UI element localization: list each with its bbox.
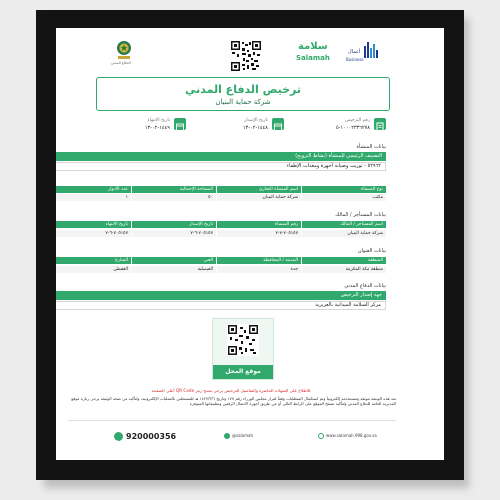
location-card[interactable] [212, 318, 274, 380]
calendar-icon [272, 118, 284, 130]
meta-license-number [296, 116, 386, 138]
meta-label: تاريخ الإصدار [244, 118, 268, 123]
qr-notice: للاطلاع على الشهادة الحاضرة والتفاصيل الترخيص يرجى مسح رمز QR Code أعلى الصفحة [151, 388, 311, 393]
header-qr-code[interactable] [230, 40, 262, 72]
table-cell: جدة [216, 266, 301, 273]
meta-label: رقم الترخيص [345, 118, 370, 123]
phone-icon [114, 432, 123, 441]
meta-value: ١٠٠٠٢٣٣٦٢٧٨-٥ [335, 125, 370, 131]
facility-section-title: بيانات المنشأة [356, 144, 386, 150]
table-cell: مكتب [301, 194, 386, 201]
emblem-caption: الدفاع المدني [111, 61, 131, 65]
footer-social[interactable]: @salamah [232, 433, 253, 438]
address-table-row [56, 266, 386, 273]
table-cell: ٧٠٥١٥٧-٦-٧ [56, 230, 131, 237]
owner-section-title: بيانات المستأجر / المالك [335, 212, 386, 218]
social-icon [224, 433, 230, 439]
legal-notice: تعد هذه الوثيقة موثقة ومستخدمة إلكترونياً وتم استكمال المتطلبات وفقاً لقرار مجلس الوزراء رقم ١٧٧ وتاريخ ١٤٢٧/٣/٦ هـ للمشتغلين بالعمليات الإلكترونية، ولتأكيد من صحة الوثيقة يرجى زيارة موقع المديرية العامة للدفاع المدني ولتأكيد تصفح الموقع على الرابط التالي أو عن طريق أجهزة الاتصال الرقمي وتطبيقاتها المتوفرة [71, 396, 396, 407]
business-label-ar: أعمال [348, 49, 361, 55]
civil-defense-emblem [114, 39, 134, 61]
footer-url[interactable]: www.salamah.998.gov.sa [326, 433, 377, 438]
table-cell: ١ [56, 194, 131, 201]
table-header-cell: رقم المنشأة [216, 221, 301, 228]
meta-value: ١٤٤٨-٠٢-١٣ [242, 125, 268, 131]
facility-table-header [56, 186, 386, 193]
table-header-cell: المنطقة [301, 257, 386, 264]
civil-defense-section-title: بيانات الدفاع المدني [344, 283, 386, 289]
table-cell: شركة حماية البنيان [301, 230, 386, 237]
business-logo-icon [364, 40, 378, 60]
table-header-cell: اسم المستأجر / المالك [301, 221, 386, 228]
facility-category-bar: التصنيف الرئيسي للمنشأة (نشاط الترويج) [56, 152, 386, 161]
table-cell: القفطي [56, 266, 131, 273]
meta-value: ١٤٤٩-٠٢-١٣ [144, 125, 170, 131]
footer-phone[interactable]: 920000356 [126, 432, 177, 441]
facility-table-row [56, 194, 386, 201]
meta-expiry-date [106, 116, 186, 138]
table-header-cell: الشارع [56, 257, 131, 264]
owner-table-row [56, 230, 386, 237]
document-icon [374, 118, 386, 130]
footer-divider [68, 420, 396, 421]
facility-category-value: ٥٢٩٦٢ - توريب وصيانة أجهزة ومعدات الإطفاء [56, 162, 386, 171]
table-cell: منطقة مكة المكرمة [301, 266, 386, 273]
title-card [96, 77, 390, 111]
address-table-header [56, 257, 386, 264]
table-header-cell: تاريخ الإصدار [131, 221, 216, 228]
business-label-en: Business [346, 57, 364, 62]
location-qr-code[interactable] [227, 324, 259, 356]
table-header-cell: تاريخ الانتهاء [56, 221, 131, 228]
table-cell: شركة حماية البنيان [216, 194, 301, 201]
table-header-cell: اسم المنشأة التجاري [216, 186, 301, 193]
calendar-icon [174, 118, 186, 130]
company-name: شركة حماية البنيان [215, 98, 271, 106]
table-cell: الفيصلية [131, 266, 216, 273]
address-section-title: بيانات العنوان [357, 248, 386, 254]
table-header-cell: المساحة الإجمالية [131, 186, 216, 193]
document-title: ترخيص الدفاع المدني [184, 83, 302, 96]
meta-label: تاريخ الانتهاء [147, 118, 170, 123]
table-header-cell: نوع المنشأة [301, 186, 386, 193]
table-header-cell: عدد الأدوار [56, 186, 131, 193]
table-cell: ٧٠٥١٥٧-٧-٧ [216, 230, 301, 237]
table-cell: ٥٠ [131, 194, 216, 201]
salamah-brand-en: Salamah [296, 54, 330, 62]
license-document [56, 28, 444, 460]
table-cell: ٧٠٥١٥٧-٦-٧ [131, 230, 216, 237]
meta-issue-date [204, 116, 284, 138]
civil-defense-bar: جهة إصدار الترخيص [56, 291, 386, 300]
owner-table-header [56, 221, 386, 228]
location-button[interactable]: موقع المحل [213, 365, 273, 379]
table-header-cell: الحي [131, 257, 216, 264]
civil-defense-value: مركز السلامة الميدانية بالعزيزية [56, 301, 386, 310]
salamah-brand-ar: سلامة [298, 41, 328, 52]
globe-icon [318, 433, 324, 439]
table-header-cell: المدينة / المحافظة [216, 257, 301, 264]
